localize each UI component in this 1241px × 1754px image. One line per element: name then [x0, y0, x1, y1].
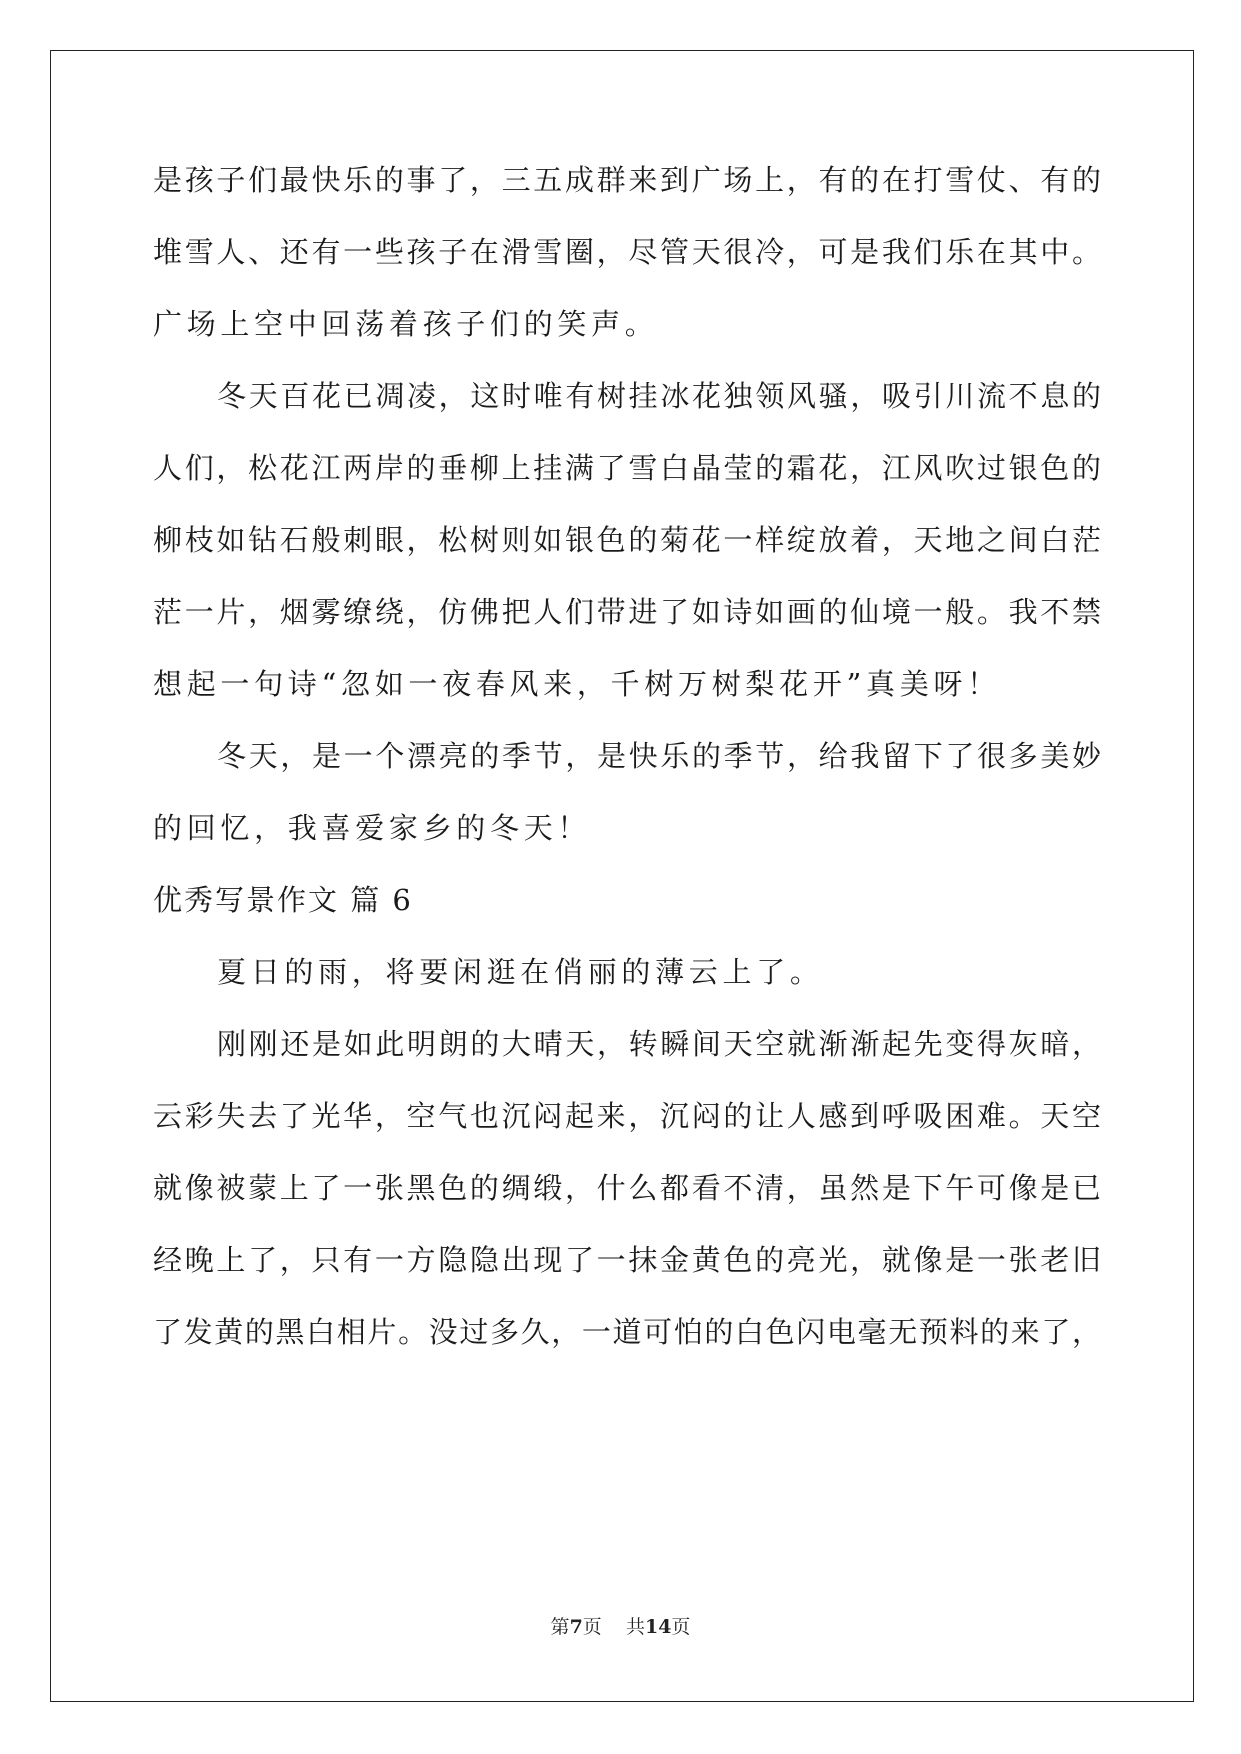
section-heading: 优秀写景作文 篇 6	[153, 883, 413, 917]
text-line-10: 的回忆，我喜爱家乡的冬天！	[153, 811, 592, 845]
text-line-13: 刚刚还是如此明朗的大晴天，转瞬间天空就渐渐起先变得灰暗，	[217, 1027, 1101, 1061]
text-line-17: 了发黄的黑白相片。没过多久，一道可怕的白色闪电毫无预料的来了，	[153, 1315, 1101, 1349]
text-line-2: 堆雪人、还有一些孩子在滑雪圈，尽管天很冷，可是我们乐在其中。	[153, 235, 1101, 269]
text-line-14: 云彩失去了光华，空气也沉闷起来，沉闷的让人感到呼吸困难。天空	[153, 1099, 1101, 1133]
text-line-7: 茫一片，烟雾缭绕，仿佛把人们带进了如诗如画的仙境一般。我不禁	[153, 595, 1101, 629]
text-line-9: 冬天，是一个漂亮的季节，是快乐的季节，给我留下了很多美妙	[217, 739, 1101, 773]
text-line-6: 柳枝如钻石般刺眼，松树则如银色的菊花一样绽放着，天地之间白茫	[153, 523, 1101, 557]
text-line-8: 想起一句诗“忽如一夜春风来，千树万树梨花开”真美呀！	[153, 667, 1001, 701]
text-line-16: 经晚上了，只有一方隐隐出现了一抹金黄色的亮光，就像是一张老旧	[153, 1243, 1101, 1277]
footer-prefix: 第	[550, 1616, 570, 1638]
footer-suffix: 页	[671, 1616, 691, 1638]
text-line-12: 夏日的雨，将要闲逛在俏丽的薄云上了。	[217, 955, 824, 989]
total-page-number: 14	[644, 1616, 672, 1638]
text-line-15: 就像被蒙上了一张黑色的绸缎，什么都看不清，虽然是下午可像是已	[153, 1171, 1101, 1205]
footer-middle: 页 共	[582, 1616, 645, 1638]
text-line-1: 是孩子们最快乐的事了，三五成群来到广场上，有的在打雪仗、有的	[153, 163, 1101, 197]
page-number-footer	[0, 1615, 1241, 1639]
text-line-3: 广场上空中回荡着孩子们的笑声。	[153, 307, 659, 341]
text-line-5: 人们，松花江两岸的垂柳上挂满了雪白晶莹的霜花，江风吹过银色的	[153, 451, 1101, 485]
current-page-number: 7	[569, 1616, 583, 1638]
page-border	[50, 50, 1194, 1702]
text-line-4: 冬天百花已凋凌，这时唯有树挂冰花独领风骚，吸引川流不息的	[217, 379, 1101, 413]
